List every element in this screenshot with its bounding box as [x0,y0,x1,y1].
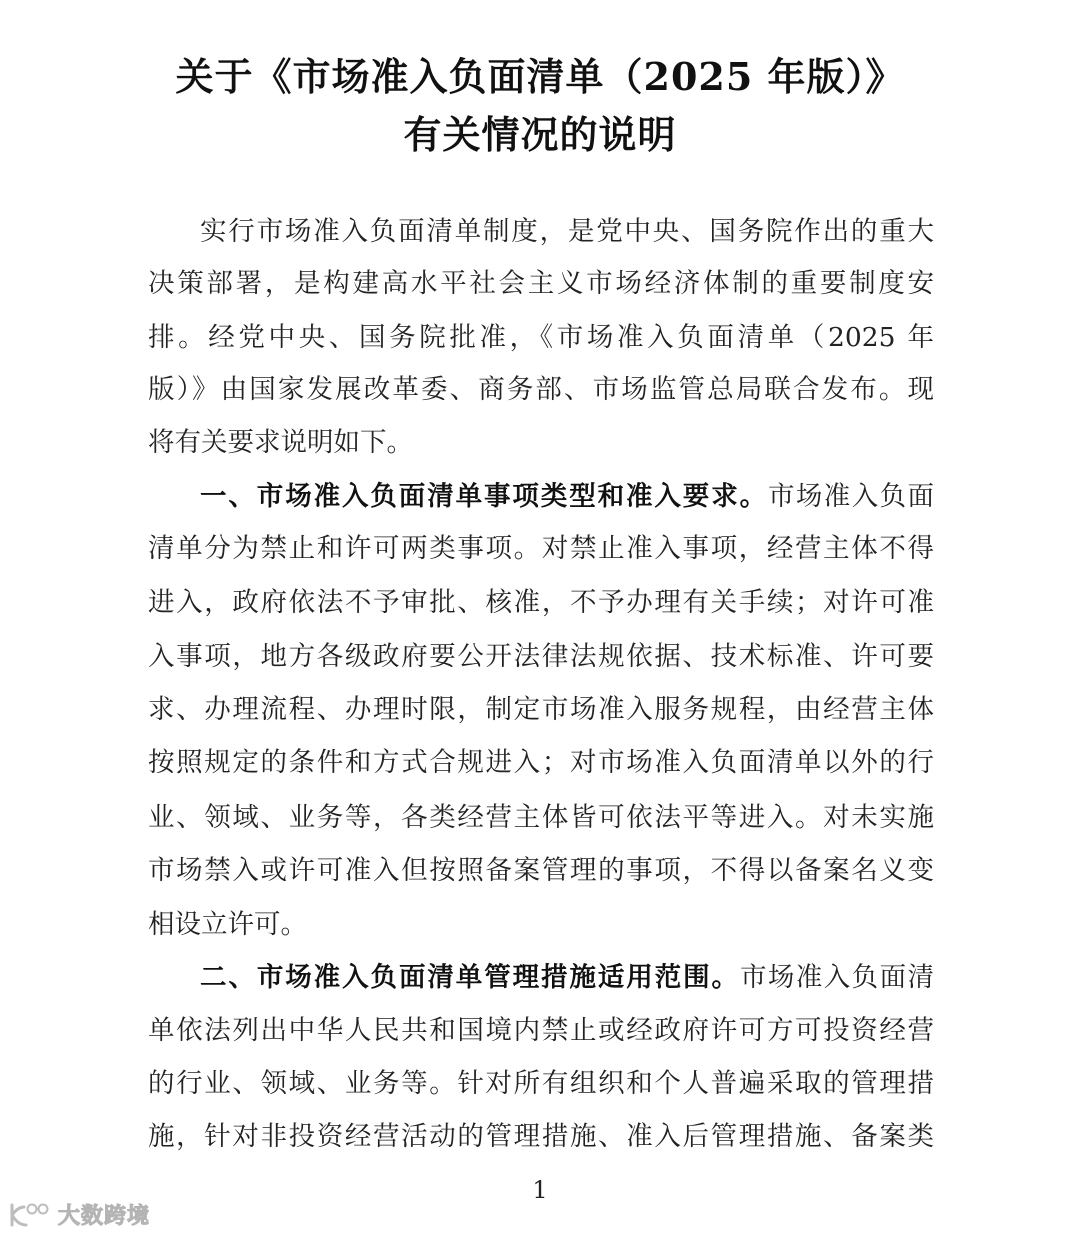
section-heading-line: 二、市场准入负面清单管理措施适用范围。市场准入负面清 [200,962,935,993]
watermark [8,1199,150,1230]
paragraph-line: 将有关要求说明如下。 [148,427,413,458]
page-number: 1 [532,1176,548,1204]
paragraph-line: 决策部署，是构建高水平社会主义市场经济体制的重要制度安 [148,268,934,299]
paragraph-line: 实行市场准入负面清单制度，是党中央、国务院作出的重大 [200,216,934,247]
paragraph-line: 相设立许可。 [148,909,307,940]
section-heading-1: 一、市场准入负面清单事项类型和准入要求。 [200,481,768,512]
paragraph-line: 市场禁入或许可准入但按照备案管理的事项，不得以备案名义变 [148,855,934,886]
section-heading-2: 二、市场准入负面清单管理措施适用范围。 [200,962,740,993]
paragraph-line: 版）》由国家发展改革委、商务部、市场监管总局联合发布。现 [148,374,934,405]
paragraph-line: 求、办理流程、办理时限，制定市场准入服务规程，由经营主体 [148,694,934,725]
brand-logo-icon [8,1201,54,1229]
paragraph-line: 单依法列出中华人民共和国境内禁止或经政府许可方可投资经营 [148,1015,934,1046]
paragraph-line: 清单分为禁止和许可两类事项。对禁止准入事项，经营主体不得 [148,533,934,564]
paragraph-line: 的行业、领域、业务等。针对所有组织和个人普遍采取的管理措 [148,1068,934,1099]
paragraph-line: 入事项，地方各级政府要公开法律法规依据、技术标准、许可要 [148,641,934,672]
paragraph-line: 施，针对非投资经营活动的管理措施、准入后管理措施、备案类 [148,1121,934,1152]
paragraph-line: 业、领域、业务等，各类经营主体皆可依法平等进入。对未实施 [148,802,934,833]
paragraph-line: 进入，政府依法不予审批、核准，不予办理有关手续；对许可准 [148,587,934,618]
document-title-line-1: 关于《市场准入负面清单（2025 年版）》 [175,54,905,99]
paragraph-line: 排。经党中央、国务院批准，《市场准入负面清单（2025 年 [148,322,934,353]
paragraph-line: 按照规定的条件和方式合规进入；对市场准入负面清单以外的行 [148,747,934,778]
watermark-text: 大数跨境 [58,1204,151,1229]
section-heading-line: 一、市场准入负面清单事项类型和准入要求。市场准入负面 [200,481,935,512]
document-title-line-2: 有关情况的说明 [403,112,677,157]
